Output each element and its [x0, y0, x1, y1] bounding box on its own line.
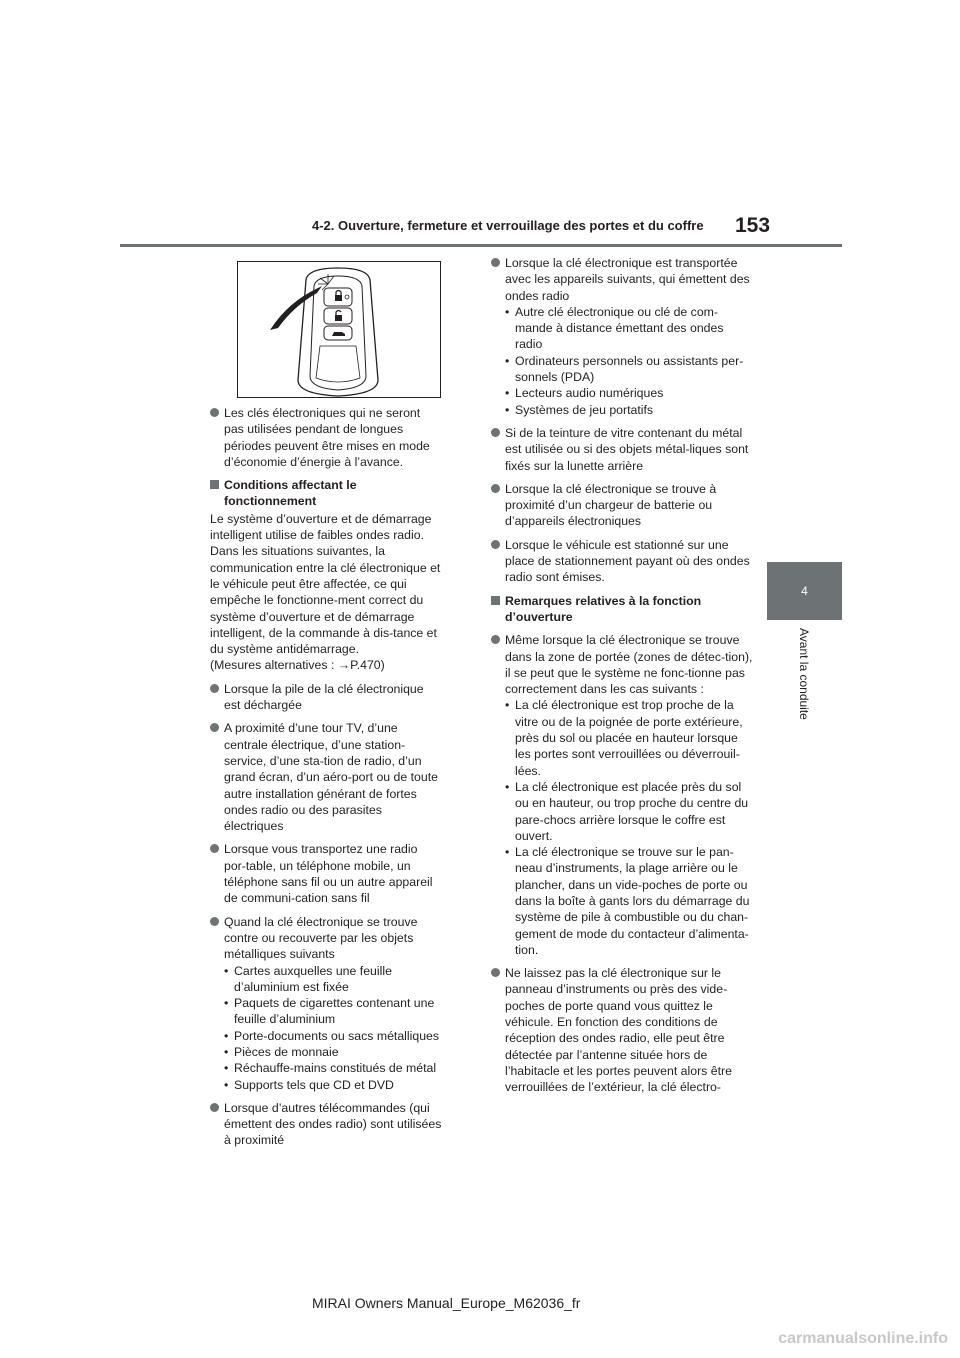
sub-list-item: • La clé électronique est trop proche de la vitre ou de la poignée de porte extérieure, près du sol ou placée en hauteur lorsque les portes sont verrouillées ou déverrouil-lées.	[505, 698, 743, 778]
site-watermark: carmanualsonline.info	[778, 1330, 948, 1347]
list-item-text: Quand la clé électronique se trouve contre ou recouverte par les objets métalliques suivants	[224, 914, 418, 962]
section-heading	[491, 593, 753, 626]
bullet-icon	[210, 723, 219, 732]
sub-list-item-text: La clé électronique se trouve sur le pan-neau d’instruments, la plage arrière ou le plancher, dans un vide-poches de porte ou dans la boîte à gants lors du démarrage du système de pile à combustible ou du chan-gement de mode du contacteur d’alimenta-tion.	[515, 845, 750, 957]
sub-list-item-text: Cartes auxquelles une feuille d’aluminium est fixée	[234, 963, 392, 994]
list-item	[210, 405, 442, 470]
sub-list-item-text: Systèmes de jeu portatifs	[515, 402, 654, 417]
sub-list-item: • Systèmes de jeu portatifs	[505, 402, 654, 417]
list-item	[491, 481, 753, 530]
list-item	[491, 255, 753, 418]
sub-list-item: • Cartes auxquelles une feuille d’aluminium est fixée	[224, 963, 392, 994]
bullet-icon	[210, 684, 219, 693]
sub-list-item-text: Porte-documents ou sacs métalliques	[234, 1028, 440, 1043]
sub-list-item-text: Pièces de monnaie	[234, 1044, 339, 1059]
square-bullet-icon	[210, 480, 219, 489]
list-item	[210, 720, 442, 834]
square-bullet-icon	[491, 596, 500, 605]
list-item	[491, 632, 753, 958]
chapter-tab-label: Avant la conduite	[797, 628, 811, 720]
sub-list-item-text: Autre clé électronique ou clé de com-mande à distance émettant des ondes radio	[515, 304, 724, 352]
list-item	[491, 425, 753, 474]
header-divider	[120, 244, 842, 247]
sub-list-item-text: La clé électronique est trop proche de la vitre ou de la poignée de porte extérieure, près du sol ou placée en hauteur lorsque les portes sont verrouillées ou déverrouil-lées.	[515, 698, 743, 778]
bullet-icon	[210, 1103, 219, 1112]
sub-list-item-text: Ordinateurs personnels ou assistants per-sonnels (PDA)	[515, 353, 744, 385]
sub-list-item: • La clé électronique est placée près du sol ou en hauteur, ou trop proche du centre du pare-chocs arrière lorsque le coffre est ouvert.	[505, 779, 749, 843]
smart-key-drawing	[238, 262, 441, 398]
list-item-text: Lorsque le véhicule est stationné sur une place de stationnement payant où des ondes radio sont émises.	[505, 537, 750, 585]
sub-list-item-text: Lecteurs audio numériques	[515, 386, 664, 401]
list-item-text: Ne laissez pas la clé électronique sur le panneau d’instruments ou près des vide-poches de porte quand vous quittez le véhicule. En fonction des conditions de réception des ondes radio, elle peut être détectée par l’antenne située hors de l’habitacle et les portes peuvent alors être verrouillées de l’extérieur, la clé électro-	[505, 966, 732, 1095]
section-heading-text: Conditions affectant le fonctionnement	[224, 478, 357, 509]
sub-list-item: • Pièces de monnaie	[224, 1044, 339, 1059]
bullet-icon	[210, 844, 219, 853]
bullet-icon	[491, 968, 500, 977]
sub-list-item: • Ordinateurs personnels ou assistants per-sonnels (PDA)	[505, 353, 744, 385]
sub-list-item: • Porte-documents ou sacs métalliques	[224, 1028, 440, 1043]
lock-icon	[335, 295, 342, 301]
bullet-icon	[210, 917, 219, 926]
list-item-text: Même lorsque la clé électronique se trouve dans la zone de portée (zones de détec-tion), il se peut que le système ne fonc-tionne pas correctement dans les cas suivants :	[505, 633, 753, 697]
manual-footer: MIRAI Owners Manual_Europe_M62036_fr	[312, 1295, 581, 1311]
page-number: 153	[735, 214, 771, 237]
bullet-icon	[491, 428, 500, 437]
list-item	[210, 681, 442, 714]
list-item	[210, 1100, 442, 1149]
list-item-text: Lorsque d’autres télécommandes (qui émettent des ondes radio) sont utilisées à proximité	[224, 1100, 442, 1148]
chapter-tab	[767, 562, 842, 620]
sub-list-item: • Paquets de cigarettes contenant une feuille d’aluminium	[224, 996, 435, 1027]
bullet-icon	[491, 484, 500, 493]
list-item	[210, 914, 442, 1093]
section-heading-text: Remarques relatives à la fonction d’ouverture	[505, 593, 702, 624]
chapter-tab-number: 4	[801, 584, 808, 598]
unlock-icon	[335, 315, 342, 321]
right-column	[491, 255, 753, 1103]
list-item	[210, 841, 442, 906]
sub-list-item-text: Réchauffe-mains constitués de métal	[234, 1061, 437, 1076]
chapter-title: 4-2. Ouverture, fermeture et verrouillage des portes et du coffre	[312, 218, 704, 233]
sub-list-item-text: Supports tels que CD et DVD	[234, 1077, 394, 1092]
list-item-text: Si de la teinture de vitre contenant du métal est utilisée ou si des objets métal-liques sont fixés sur la lunette arrière	[505, 425, 749, 473]
list-item-text: A proximité d’une tour TV, d’une centrale électrique, d’une station-service, d’une sta-tion de radio, d’un grand écran, d’un aéro-port ou de toute autre installation générant de fortes ondes radio ou des parasites électriques	[224, 721, 438, 834]
list-item-text: Lorsque la clé électronique est transportée avec les appareils suivants, qui émettent des ondes radio	[505, 256, 750, 303]
list-item	[491, 537, 753, 586]
bullet-icon	[491, 258, 500, 267]
sub-list-item: • Lecteurs audio numériques	[505, 386, 664, 401]
list-item-text: Lorsque vous transportez une radio por-table, un téléphone mobile, un téléphone sans fil ou un autre appareil de communi-cation sans fil	[224, 842, 433, 906]
list-item-text: Lorsque la clé électronique se trouve à proximité d’un chargeur de batterie ou d’appareils électroniques	[505, 481, 717, 529]
sub-list-item-text: La clé électronique est placée près du sol ou en hauteur, ou trop proche du centre du pare-chocs arrière lorsque le coffre est ouvert.	[515, 779, 749, 843]
paragraph	[210, 511, 442, 674]
page-reference-link[interactable]: (Mesures alternatives : →P.470)	[210, 658, 385, 673]
list-item-text: Lorsque la pile de la clé électronique est déchargée	[224, 681, 424, 713]
paragraph-text: Le système d’ouverture et de démarrage intelligent utilise de faibles ondes radio. Dans les situations suivantes, la communication entre la clé électronique et le véhicule peut être affectée, ce qui empêche le fonctionne-ment correct du système d’ouverture et de démarrage intelligent, de la commande à dis-tance et du système antidémarrage.	[210, 511, 441, 657]
section-heading	[210, 477, 442, 510]
sub-list-item: • Réchauffe-mains constitués de métal	[224, 1061, 437, 1076]
sub-list-item-text: Paquets de cigarettes contenant une feuille d’aluminium	[234, 996, 435, 1027]
sub-list-item: • La clé électronique se trouve sur le pan-neau d’instruments, la plage arrière ou le plancher, dans un vide-poches de porte ou dans la boîte à gants lors du démarrage du système de pile à combustible ou du chan-gement de mode du contacteur d’alimenta-tion.	[505, 845, 750, 957]
smart-key-illustration	[237, 261, 441, 398]
sub-list-item: • Autre clé électronique ou clé de com-mande à distance émettant des ondes radio	[505, 304, 724, 352]
list-item	[491, 965, 753, 1095]
list-item-text: Les clés électroniques qui ne seront pas utilisées pendant de longues périodes peuvent être mises en mode d’économie d’énergie à l’avance.	[224, 406, 430, 469]
sub-list-item: • Supports tels que CD et DVD	[224, 1077, 394, 1092]
left-column	[210, 405, 442, 1156]
bullet-icon	[491, 635, 500, 644]
bullet-icon	[491, 540, 500, 549]
bullet-icon	[210, 408, 219, 417]
